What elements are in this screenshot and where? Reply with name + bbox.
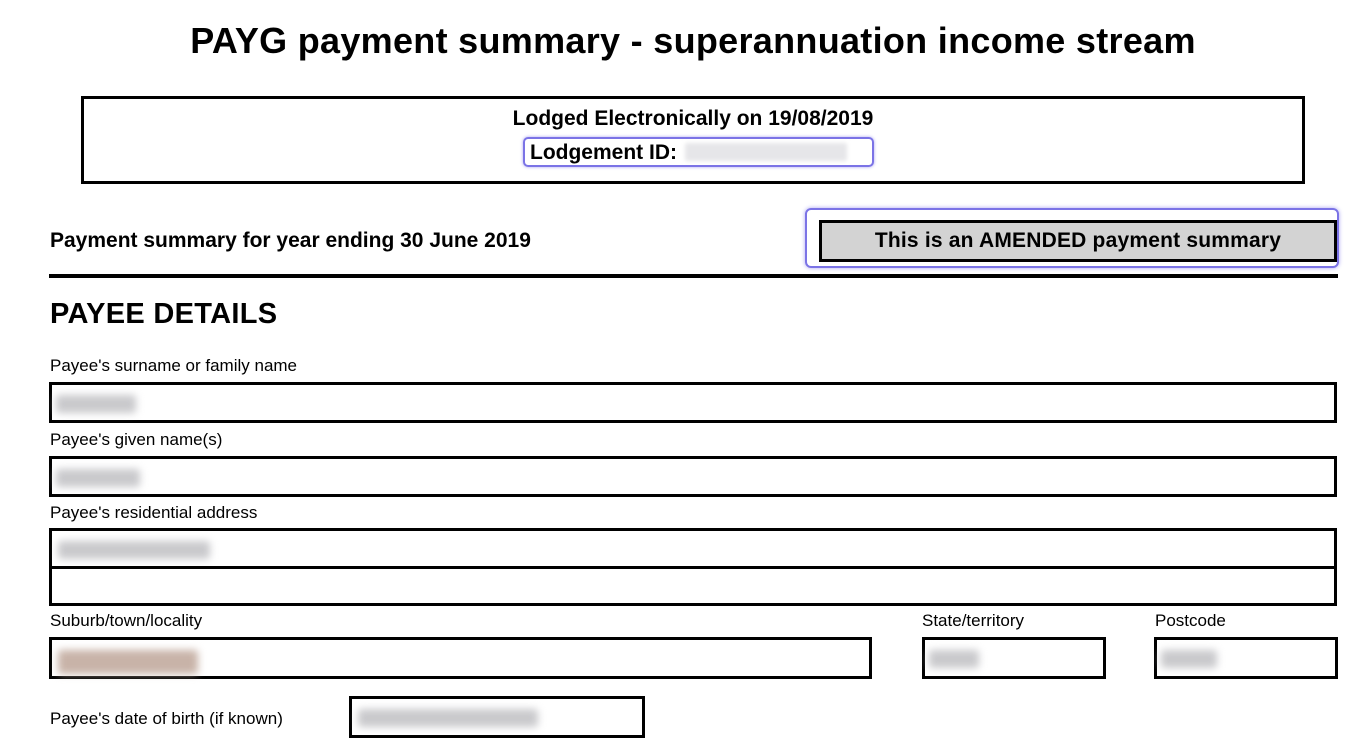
postcode-field[interactable] <box>1154 637 1338 679</box>
section-divider <box>49 274 1338 278</box>
given-name-field[interactable] <box>49 456 1337 497</box>
address-line1-field[interactable] <box>49 528 1337 569</box>
address-label: Payee's residential address <box>50 503 258 522</box>
surname-label: Payee's surname or family name <box>50 356 298 375</box>
lodgement-id-redacted <box>685 143 847 161</box>
given-name-label: Payee's given name(s) <box>50 430 223 449</box>
postcode-label: Postcode <box>1155 611 1226 630</box>
dob-redacted <box>358 709 538 727</box>
postcode-redacted <box>1161 650 1217 668</box>
payee-details-heading: PAYEE DETAILS <box>50 298 278 330</box>
address-redacted <box>58 541 210 559</box>
page-title: PAYG payment summary - superannuation income stream <box>190 20 1196 61</box>
suburb-field[interactable] <box>49 637 872 679</box>
address-line2-field[interactable] <box>49 566 1337 606</box>
surname-field[interactable] <box>49 382 1337 423</box>
suburb-label: Suburb/town/locality <box>50 611 203 630</box>
year-ending-text: Payment summary for year ending 30 June 2019 <box>50 229 531 252</box>
lodgement-id[interactable] <box>523 137 874 167</box>
amended-notice: This is an AMENDED payment summary <box>819 220 1337 262</box>
surname-redacted <box>56 395 136 413</box>
dob-label: Payee's date of birth (if known) <box>50 709 283 728</box>
given-name-redacted <box>56 469 140 487</box>
lodgement-id-label: Lodgement ID: <box>530 140 677 164</box>
suburb-redacted <box>58 650 198 674</box>
state-label: State/territory <box>922 611 1025 630</box>
lodgement-box <box>81 96 1305 184</box>
amended-notice-focus[interactable] <box>805 208 1339 268</box>
lodgement-status: Lodged Electronically on 19/08/2019 <box>512 107 874 130</box>
state-field[interactable] <box>922 637 1106 679</box>
dob-field[interactable] <box>349 696 645 738</box>
state-redacted <box>929 650 979 668</box>
